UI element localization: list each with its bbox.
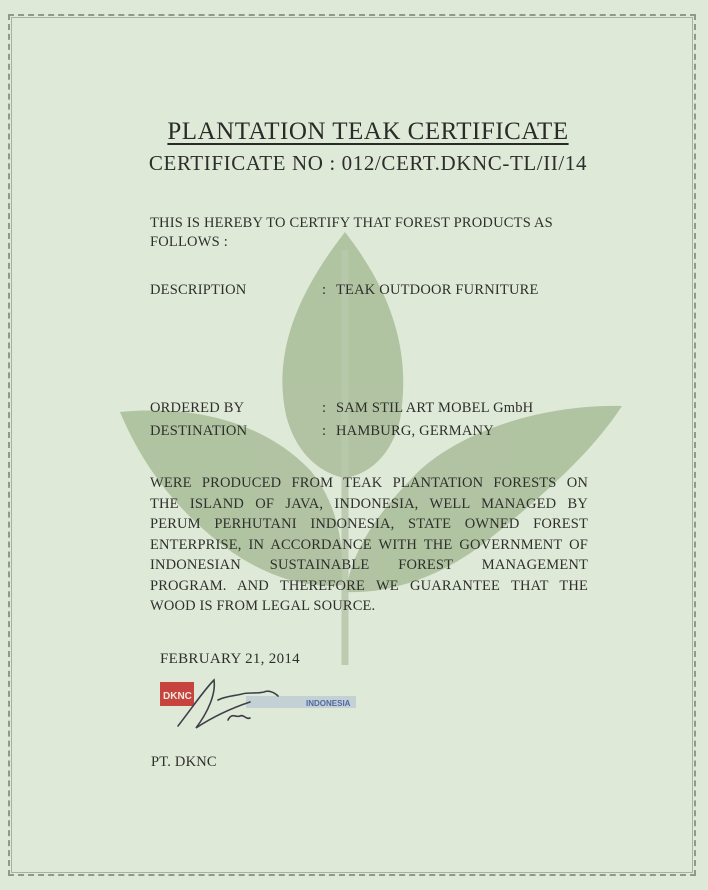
field-value: TEAK OUTDOOR FURNITURE <box>336 282 539 298</box>
certificate-number-value: 012/CERT.DKNC-TL/II/14 <box>341 151 588 175</box>
stamp-logo-icon <box>156 672 376 742</box>
stamp-and-signature <box>156 672 376 742</box>
field-value: SAM STIL ART MOBEL GmbH <box>336 400 534 416</box>
statement-line: PERUM PERHUTANI INDONESIA, STATE OWNED FOREST <box>150 516 588 532</box>
certificate-number <box>0 151 708 176</box>
svg-text:DKNC: DKNC <box>163 691 192 702</box>
certificate-title: PLANTATION TEAK CERTIFICATE <box>167 118 569 145</box>
field-ordered-by: ORDERED BY : SAM STIL ART MOBEL GmbH <box>150 400 534 416</box>
statement-text <box>150 473 588 617</box>
statement-line: WOOD IS FROM LEGAL SOURCE. <box>150 598 376 614</box>
issue-date: FEBRUARY 21, 2014 <box>160 651 300 667</box>
field-destination: DESTINATION : HAMBURG, GERMANY <box>150 423 494 439</box>
statement-line: INDONESIAN SUSTAINABLE FOREST MANAGEMENT <box>150 557 588 573</box>
field-label: DESTINATION <box>150 423 248 439</box>
statement-line: WERE PRODUCED FROM TEAK PLANTATION FORESTS ON <box>150 475 588 491</box>
field-value: HAMBURG, GERMANY <box>336 423 494 439</box>
field-description: DESCRIPTION : TEAK OUTDOOR FURNITURE <box>150 282 539 298</box>
svg-text:INDONESIA: INDONESIA <box>306 699 351 708</box>
statement-line: THE ISLAND OF JAVA, INDONESIA, WELL MANAGED BY <box>150 495 588 512</box>
certificate-number-label: CERTIFICATE NO : <box>148 151 336 175</box>
statement-line: PROGRAM. AND THEREFORE WE GUARANTEE THAT THE <box>150 577 588 594</box>
statement-line: ENTERPRISE, IN ACCORDANCE WITH THE GOVERNMENT OF <box>150 536 588 553</box>
company-name: PT. DKNC <box>151 754 217 770</box>
field-label: DESCRIPTION <box>150 282 247 298</box>
intro-text: THIS IS HEREBY TO CERTIFY THAT FOREST PRODUCTS AS FOLLOWS : <box>150 215 553 250</box>
field-label: ORDERED BY <box>150 400 245 416</box>
